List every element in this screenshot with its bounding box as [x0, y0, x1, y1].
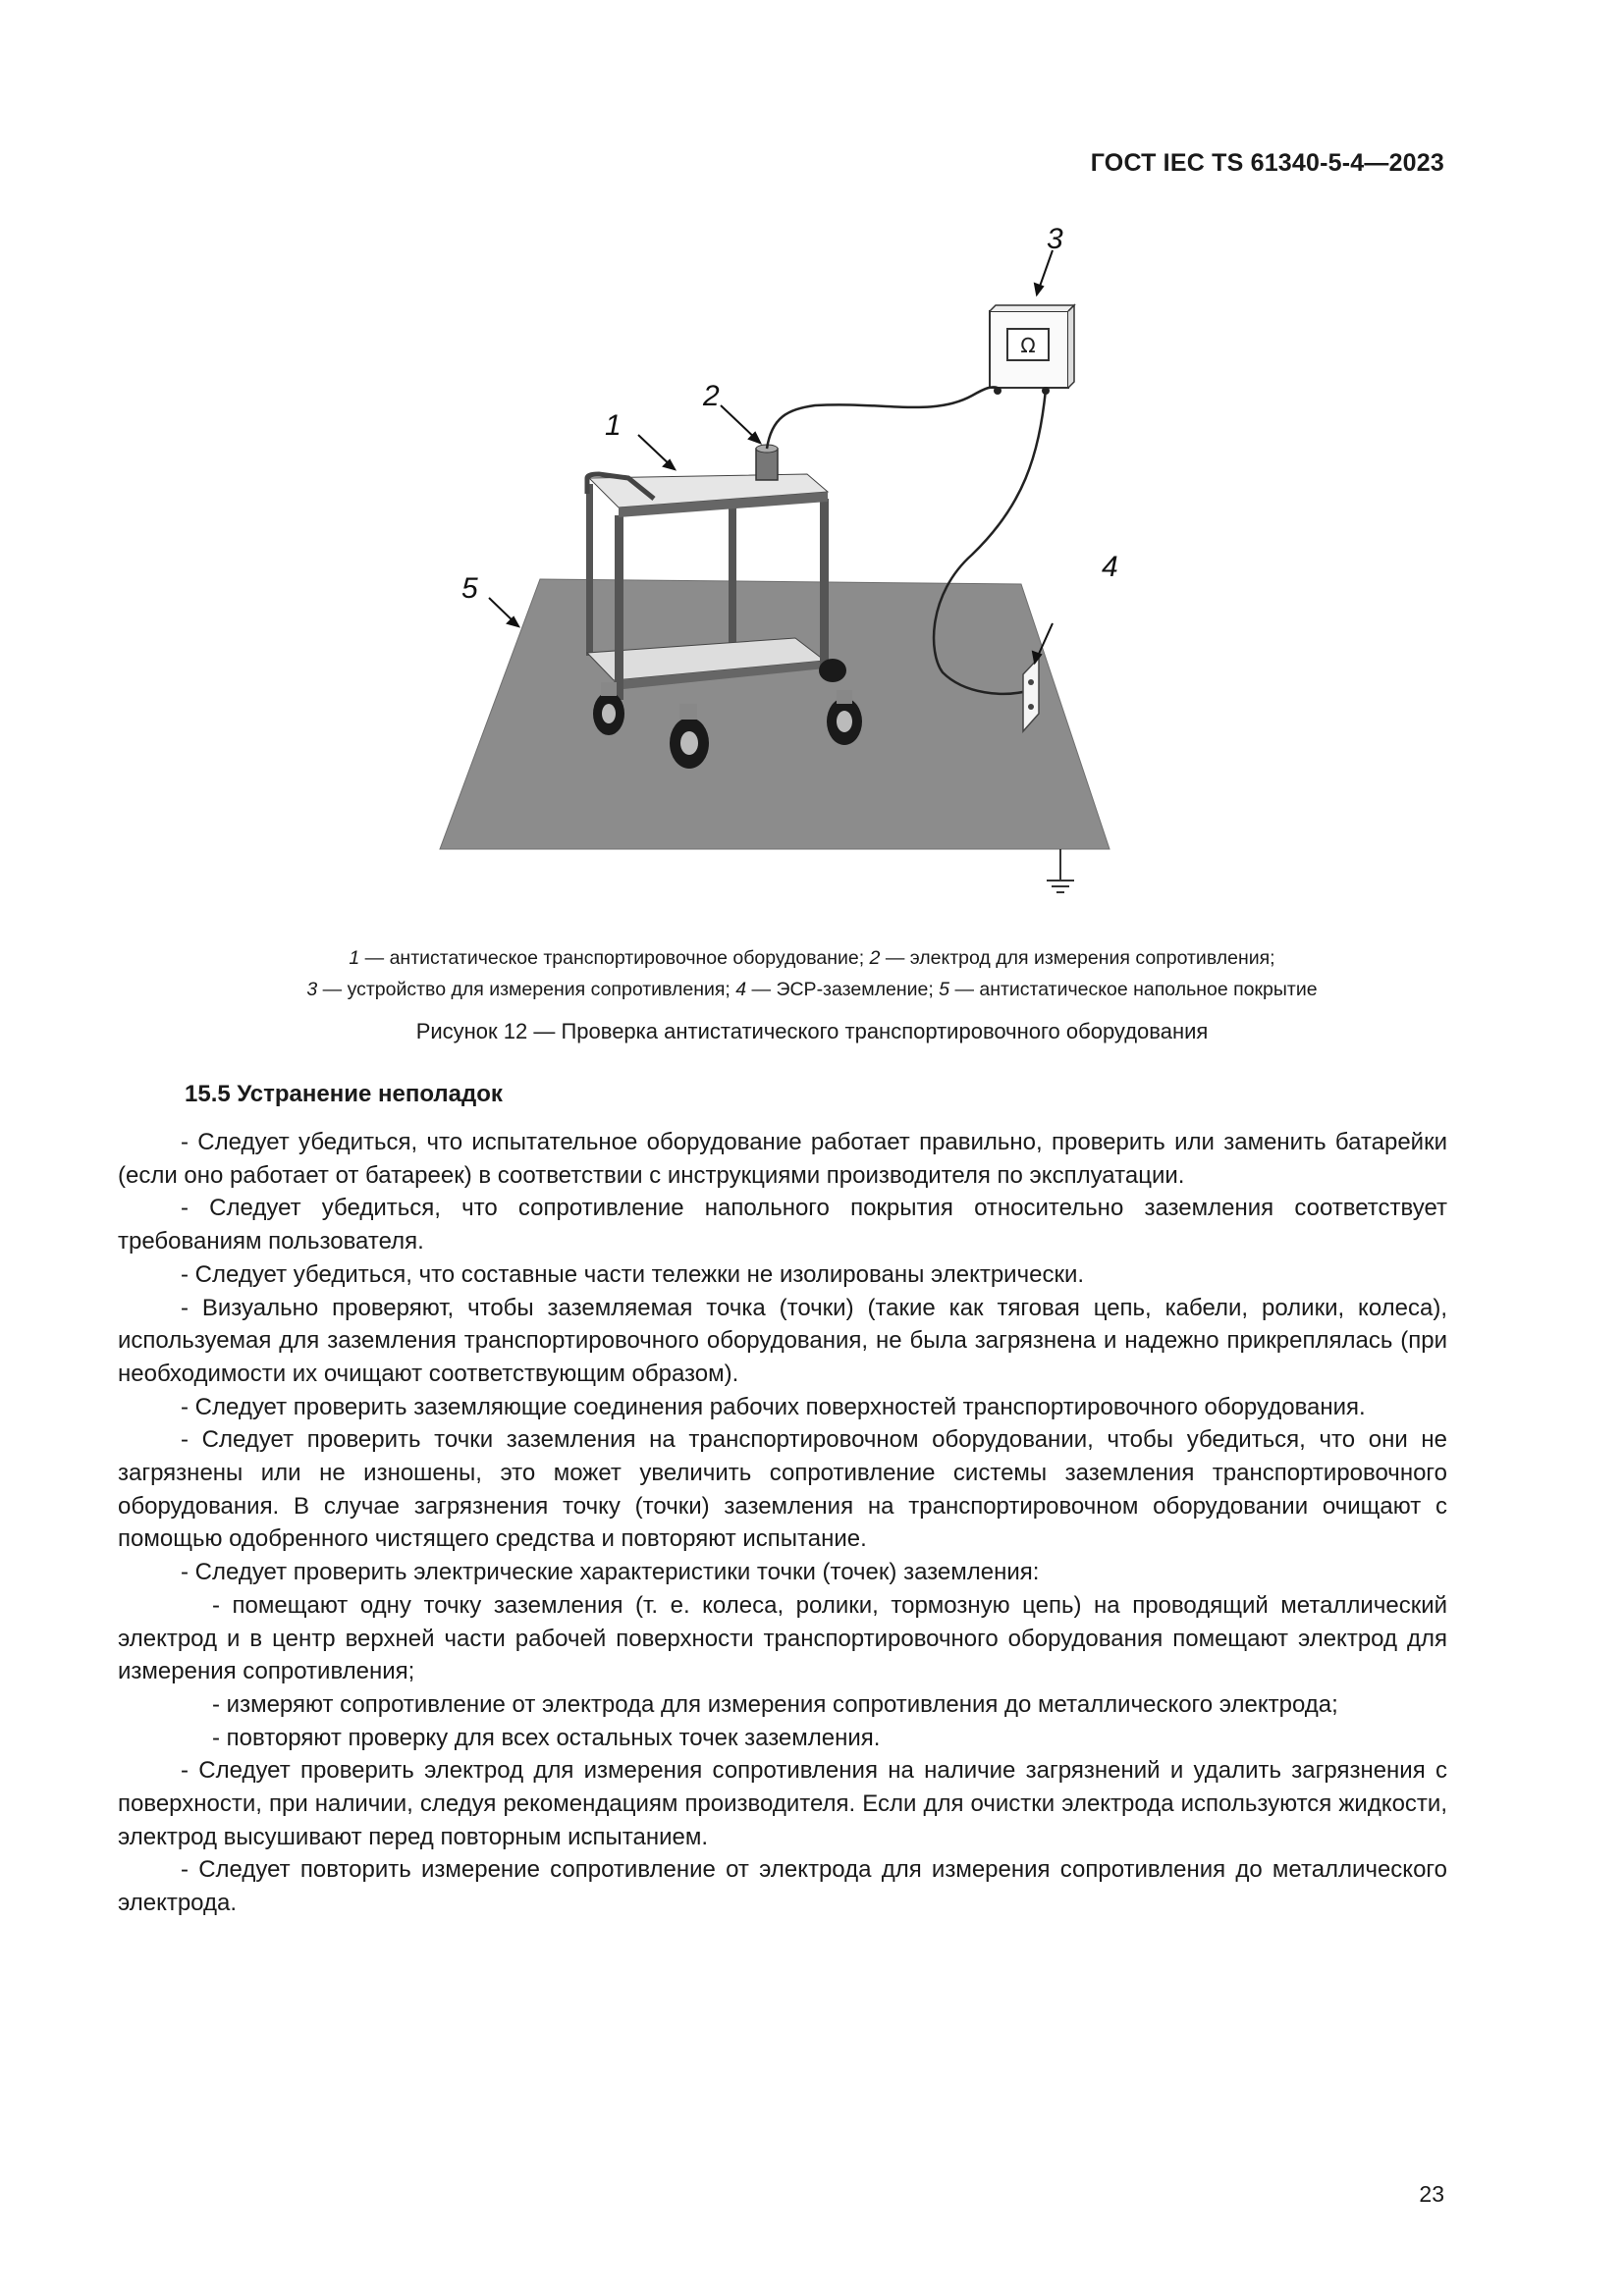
figure-caption: Рисунок 12 — Проверка антистатического транспортировочного оборудования	[415, 1019, 1209, 1043]
callout-2: 2	[703, 380, 720, 412]
ground-symbol	[1047, 849, 1074, 892]
legend-line-2	[118, 974, 1506, 1005]
legend-num: 1	[349, 947, 360, 969]
paragraph: - Следует убедиться, что сопротивление напольного покрытия относительно заземления соответствует требованиям пользователя.	[118, 1195, 1447, 1255]
callout-3: 3	[1047, 223, 1063, 255]
paragraph: - Следует проверить точки заземления на транспортировочном оборудовании, чтобы убедиться, что они не загрязнены или не изношены, это может увеличить сопротивление системы заземления транспортировочного оборудования. В случае загрязнения точку (точки) заземления на транспортировочном оборудовании очищают с помощью одобренного чистящего средства и повторяют испытание.	[118, 1426, 1447, 1553]
paragraph: - Следует убедиться, что испытательное оборудование работает правильно, проверить или заменить батарейки (если оно работает от батареек) в соответствии с инструкциями производителя по эксплуатации.	[118, 1129, 1447, 1189]
document-header: ГОСТ IEC TS 61340-5-4—2023	[1090, 149, 1444, 177]
figure-12-diagram	[422, 221, 1149, 903]
sub-item: - помещают одну точку заземления (т. е. колеса, ролики, тормозную цепь) на проводящий металлический электрод и в центр верхней части рабочей поверхности транспортировочного оборудования помещают электрод для измерения сопротивления;	[118, 1591, 1447, 1685]
electrode-cable	[767, 387, 998, 449]
callout-5: 5	[461, 572, 478, 605]
legend-num: 3	[306, 979, 318, 1000]
legend-text: — антистатическое транспортировочное оборудование;	[359, 947, 870, 969]
legend-text: — ЭСР-заземление;	[746, 979, 940, 1000]
sub-item: - повторяют проверку для всех остальных точек заземления.	[212, 1724, 881, 1751]
paragraph: - Следует повторить измерение сопротивление от электрода для измерения сопротивления до металлического электрода.	[118, 1856, 1447, 1917]
paragraph: - Визуально проверяют, чтобы заземляемая точка (точки) (такие как тяговая цепь, кабели, ролики, колеса), используемая для заземления транспортировочного оборудования, не была загрязнена и надежно прикреплялась (при необходимости их очищают соответствующим образом).	[118, 1294, 1447, 1387]
page-number: 23	[1419, 2181, 1444, 2207]
legend-line-1	[118, 942, 1506, 974]
antistatic-floor	[440, 579, 1110, 849]
legend-text: — электрод для измерения сопротивления;	[880, 947, 1275, 969]
section-body	[118, 1126, 1447, 1920]
paragraph: - Следует убедиться, что составные части тележки не изолированы электрически.	[181, 1260, 1085, 1288]
callout-1: 1	[605, 409, 622, 442]
callout-4: 4	[1102, 551, 1118, 583]
legend-num: 2	[869, 947, 881, 969]
legend-text: — антистатическое напольное покрытие	[949, 979, 1318, 1000]
figure-legend	[118, 942, 1506, 1005]
paragraph: - Следует проверить электрические характеристики точки (точек) заземления:	[181, 1559, 1040, 1586]
legend-num: 5	[939, 979, 950, 1000]
legend-num: 4	[735, 979, 747, 1000]
paragraph: - Следует проверить заземляющие соединения рабочих поверхностей транспортировочного оборудования.	[181, 1393, 1366, 1420]
meter-omega-symbol: Ω	[1020, 334, 1036, 357]
legend-text: — устройство для измерения сопротивления;	[317, 979, 736, 1000]
paragraph: - Следует проверить электрод для измерения сопротивления на наличие загрязнений и удалить загрязнения с поверхности, при наличии, следуя рекомендациям производителя. Если для очистки электрода используются жидкости, электрод высушивают перед повторным испытанием.	[118, 1757, 1447, 1850]
sub-item: - измеряют сопротивление от электрода для измерения сопротивления до металлического электрода;	[212, 1690, 1338, 1718]
resistance-electrode	[756, 445, 778, 480]
section-title: 15.5 Устранение неполадок	[185, 1081, 503, 1107]
